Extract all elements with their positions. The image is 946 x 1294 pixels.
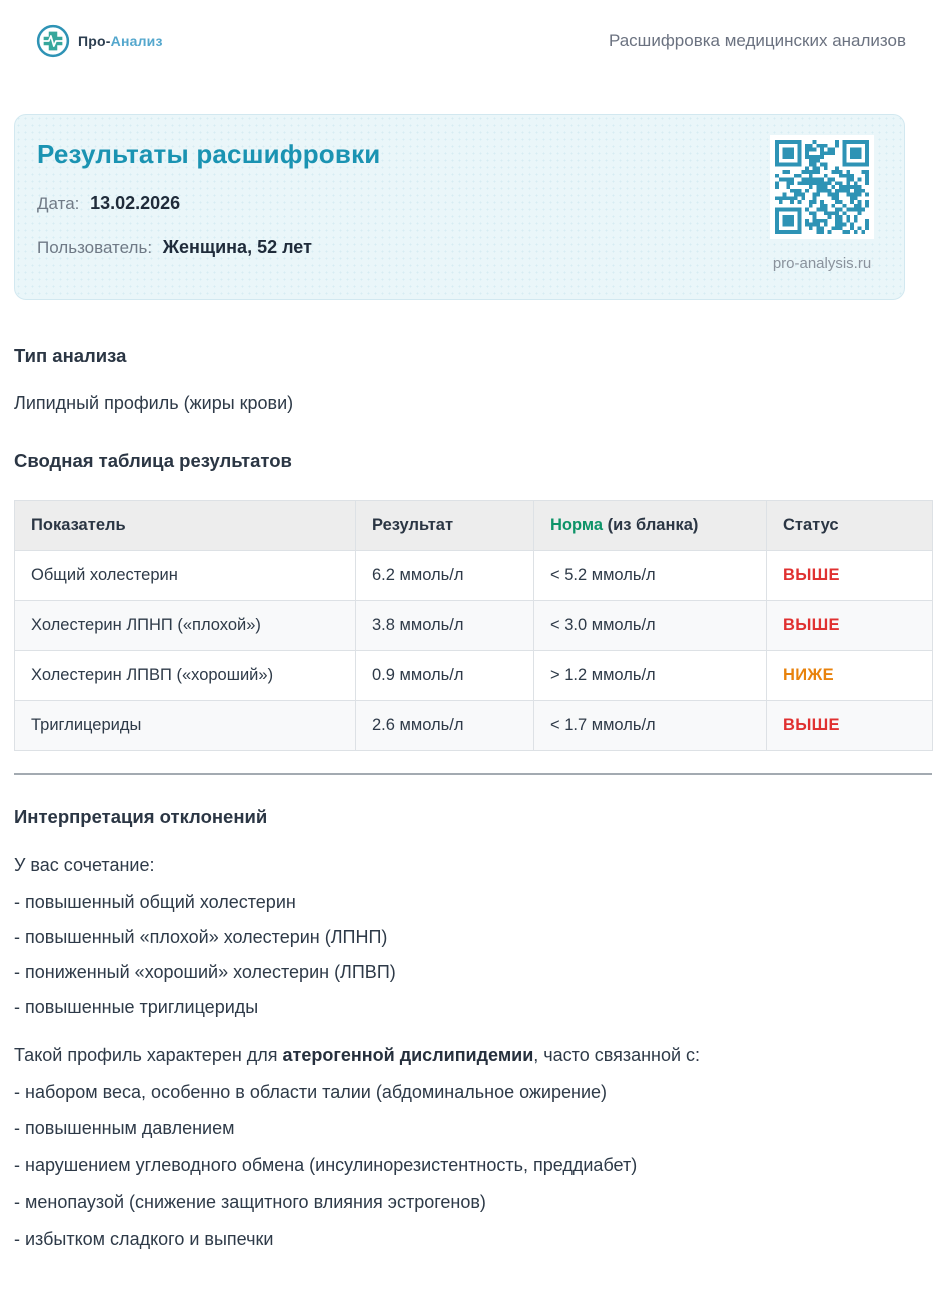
- page-subtitle: Расшифровка медицинских анализов: [608, 31, 906, 50]
- cell-norm: > 1.2 ммоль/л: [534, 651, 767, 701]
- list-item: - менопаузой (снижение защитного влияния эстрогенов): [14, 1193, 932, 1212]
- cell-result: 6.2 ммоль/л: [356, 551, 534, 601]
- summary-table-heading: Сводная таблица результатов: [14, 450, 292, 471]
- profile-paragraph: [14, 1045, 932, 1066]
- user-label: Пользователь:: [37, 238, 153, 257]
- qr-code: [770, 135, 874, 239]
- table-header-row: [15, 501, 933, 551]
- col-header-result: Результат: [356, 501, 534, 551]
- profile-text-before: Такой профиль характерен для: [14, 1044, 283, 1065]
- list-item: - повышенные триглицериды: [14, 998, 932, 1017]
- col-header-norm: [534, 501, 767, 551]
- date-row: [37, 193, 880, 214]
- qr-block: [762, 135, 882, 272]
- profile-text-after: , часто связанной с:: [533, 1044, 701, 1065]
- brand-name: [78, 33, 163, 49]
- user-row: [37, 237, 880, 258]
- brand-logo[interactable]: [36, 24, 163, 58]
- date-label: Дата:: [37, 194, 80, 213]
- analysis-type-heading: Тип анализа: [14, 345, 127, 366]
- status-badge: ВЫШЕ: [767, 601, 933, 651]
- report-body: [0, 345, 946, 1249]
- list-item: - нарушением углеводного обмена (инсулинорезистентность, преддиабет): [14, 1156, 932, 1175]
- user-value: Женщина, 52 лет: [162, 237, 312, 257]
- profile-text-bold: атерогенной дислипидемии: [282, 1044, 534, 1065]
- list-item: - избытком сладкого и выпечки: [14, 1230, 932, 1249]
- results-card-title: Результаты расшифровки: [37, 139, 381, 169]
- col-header-norm-word: Норма: [550, 516, 604, 534]
- date-value: 13.02.2026: [90, 193, 181, 213]
- analysis-type-value: Липидный профиль (жиры крови): [14, 393, 294, 413]
- status-badge: ВЫШЕ: [767, 701, 933, 751]
- col-header-status: Статус: [767, 501, 933, 551]
- cell-result: 0.9 ммоль/л: [356, 651, 534, 701]
- cell-result: 3.8 ммоль/л: [356, 601, 534, 651]
- cell-norm: < 3.0 ммоль/л: [534, 601, 767, 651]
- section-divider: [14, 773, 932, 775]
- table-row: [15, 601, 933, 651]
- medical-cross-icon: [36, 24, 70, 58]
- cell-norm: < 1.7 ммоль/л: [534, 701, 767, 751]
- table-row: [15, 701, 933, 751]
- brand-name-second: Анализ: [110, 33, 163, 49]
- col-header-norm-note: (из бланка): [603, 516, 699, 534]
- cell-indicator: Триглицериды: [15, 701, 356, 751]
- list-item: - пониженный «хороший» холестерин (ЛПВП): [14, 963, 932, 982]
- results-table: [14, 500, 933, 751]
- causes-list: [14, 1083, 932, 1249]
- cell-norm: < 5.2 ммоль/л: [534, 551, 767, 601]
- col-header-indicator: Показатель: [15, 501, 356, 551]
- qr-site-label: pro-analysis.ru: [772, 255, 872, 272]
- combination-list: [14, 893, 932, 1017]
- cell-indicator: Общий холестерин: [15, 551, 356, 601]
- interpretation-intro: У вас сочетание:: [14, 855, 155, 875]
- status-badge: ВЫШЕ: [767, 551, 933, 601]
- status-badge: НИЖЕ: [767, 651, 933, 701]
- cell-indicator: Холестерин ЛПВП («хороший»): [15, 651, 356, 701]
- table-row: [15, 551, 933, 601]
- cell-indicator: Холестерин ЛПНП («плохой»): [15, 601, 356, 651]
- brand-name-first: Про-: [78, 33, 111, 49]
- list-item: - повышенный «плохой» холестерин (ЛПНП): [14, 928, 932, 947]
- list-item: - набором веса, особенно в области талии (абдоминальное ожирение): [14, 1083, 932, 1102]
- cell-result: 2.6 ммоль/л: [356, 701, 534, 751]
- list-item: - повышенным давлением: [14, 1119, 932, 1138]
- topbar: [0, 0, 946, 58]
- interpretation-heading: Интерпретация отклонений: [14, 806, 268, 827]
- list-item: - повышенный общий холестерин: [14, 893, 932, 912]
- results-card: [14, 114, 905, 300]
- table-row: [15, 651, 933, 701]
